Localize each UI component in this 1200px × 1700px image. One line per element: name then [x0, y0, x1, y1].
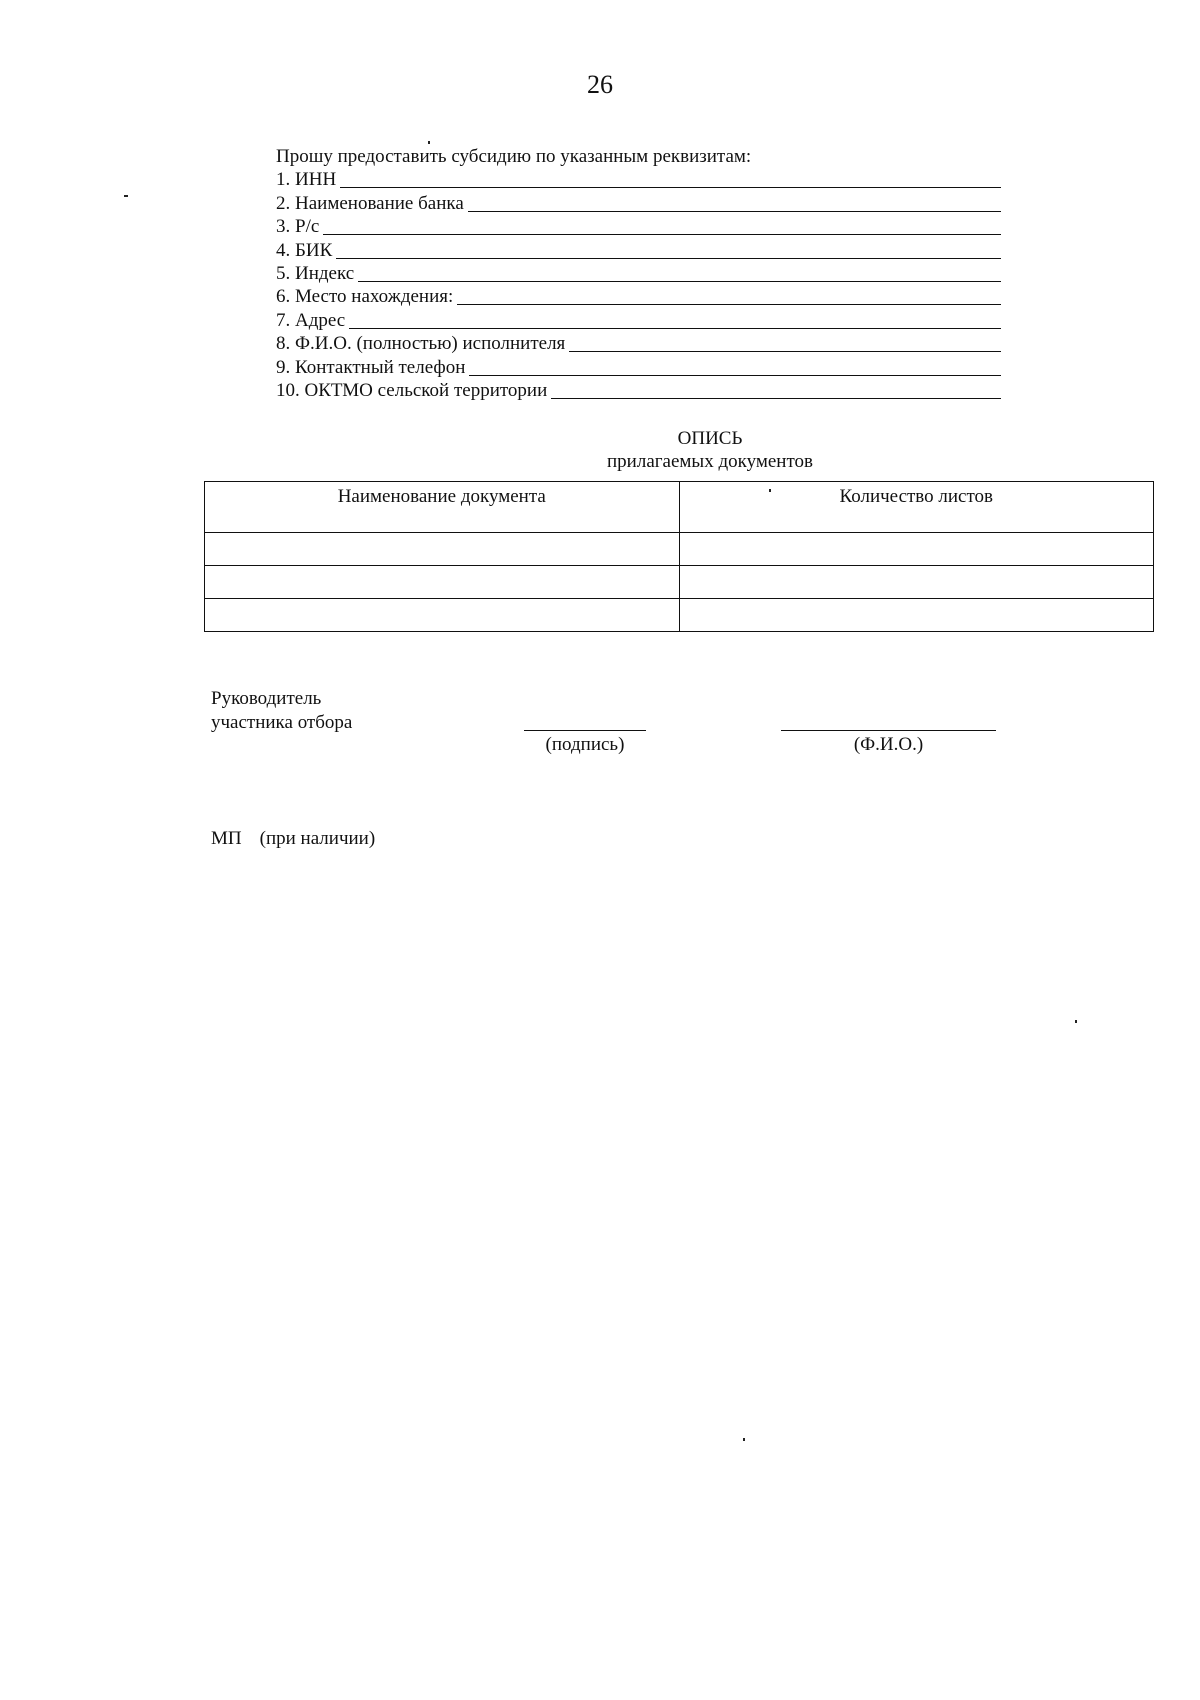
field-address [276, 308, 1001, 331]
field-label: 10. ОКТМО сельской территории [276, 379, 548, 401]
field-label: 6. Место нахождения: [276, 286, 454, 308]
field-postal-index [276, 262, 1001, 285]
fill-line[interactable] [469, 375, 1001, 376]
field-label: 7. Адрес [276, 309, 346, 331]
field-label: 5. Индекс [276, 262, 355, 284]
field-label: 2. Наименование банка [276, 192, 464, 214]
field-oktmo [276, 379, 1001, 402]
table-row [205, 599, 1154, 632]
table-cell[interactable] [205, 599, 680, 632]
requisites-list [276, 168, 1001, 402]
field-account [276, 215, 1001, 238]
fill-line[interactable] [468, 211, 1001, 212]
fill-line[interactable] [349, 328, 1001, 329]
signer-role-line1: Руководитель [211, 688, 322, 709]
field-label: 3. Р/с [276, 216, 320, 238]
scan-speck [743, 1438, 745, 1441]
fill-line[interactable] [551, 398, 1001, 399]
signature-caption: (подпись) [545, 734, 625, 755]
column-header-sheet-count: Количество листов [679, 482, 1154, 533]
fill-line[interactable] [336, 258, 1001, 259]
fill-line[interactable] [323, 234, 1001, 235]
inventory-subtitle: прилагаемых документов [607, 451, 813, 472]
table-cell[interactable] [679, 599, 1154, 632]
signature-line[interactable] [524, 730, 646, 731]
column-header-document-name: Наименование документа [205, 482, 680, 533]
field-location [276, 285, 1001, 308]
fill-line[interactable] [569, 351, 1001, 352]
table-header-row [205, 482, 1154, 533]
name-line[interactable] [781, 730, 996, 731]
table-row [205, 566, 1154, 599]
field-label: 9. Контактный телефон [276, 356, 466, 378]
table-cell[interactable] [679, 566, 1154, 599]
field-inn [276, 168, 1001, 191]
field-phone [276, 355, 1001, 378]
table-cell[interactable] [205, 566, 680, 599]
stamp-condition: (при наличии) [259, 828, 376, 849]
table-cell[interactable] [679, 533, 1154, 566]
field-label: 8. Ф.И.О. (полностью) исполнителя [276, 333, 566, 355]
table-row [205, 533, 1154, 566]
name-caption: (Ф.И.О.) [853, 734, 924, 755]
request-intro: Прошу предоставить субсидию по указанным реквизитам: [276, 146, 752, 167]
field-executor-name [276, 332, 1001, 355]
table-cell[interactable] [205, 533, 680, 566]
page-number: 26 [587, 70, 613, 99]
field-label: 1. ИНН [276, 169, 337, 191]
signer-role-line2: участника отбора [211, 712, 353, 733]
inventory-table [204, 481, 1154, 632]
field-bik [276, 238, 1001, 261]
field-bank-name [276, 191, 1001, 214]
field-label: 4. БИК [276, 239, 333, 261]
stamp-label: МП [211, 828, 242, 849]
fill-line[interactable] [457, 304, 1001, 305]
scan-speck [769, 489, 771, 492]
inventory-title: ОПИСЬ [677, 428, 743, 449]
fill-line[interactable] [358, 281, 1001, 282]
stamp-note [211, 828, 393, 850]
scan-speck [1075, 1020, 1077, 1023]
signer-role [211, 687, 352, 735]
fill-line[interactable] [340, 187, 1001, 188]
scan-speck [428, 141, 430, 144]
scan-speck [124, 195, 128, 197]
